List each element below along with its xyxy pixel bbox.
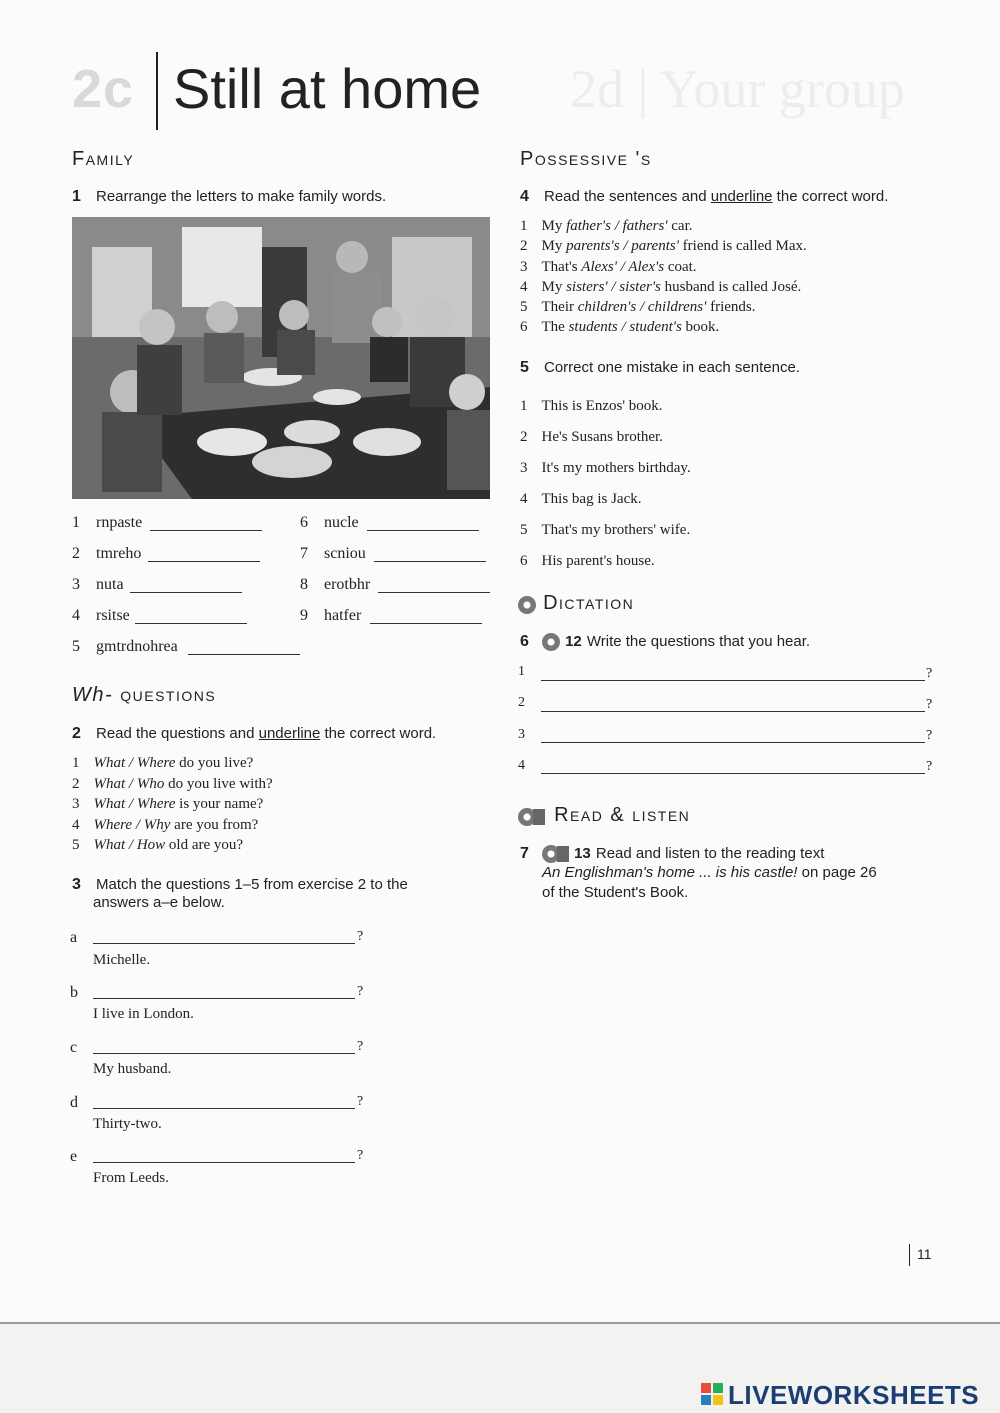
- dictation-line-number: 2: [518, 695, 525, 710]
- mistake-sentence-list: [520, 391, 691, 577]
- item-number: 6: [520, 319, 528, 336]
- answer-field[interactable]: [378, 592, 490, 593]
- item-number: 7: [300, 545, 308, 562]
- wh-suffix: questions: [113, 684, 217, 706]
- wh-question-item: [72, 835, 273, 856]
- sentence-end: friend is called Max.: [678, 238, 807, 255]
- sentence-text: This bag is Jack.: [541, 491, 642, 507]
- exercise-6-header: [520, 631, 810, 651]
- exercise-instruction-end: of the Student's Book.: [542, 884, 689, 901]
- exercise-number: 7: [520, 845, 529, 862]
- sentence-choice[interactable]: students / student's: [568, 319, 682, 336]
- page-title: Still at home: [173, 57, 482, 120]
- sentence-end: car.: [667, 218, 693, 234]
- item-number: 3: [72, 796, 80, 812]
- possessive-sentence: [520, 216, 807, 236]
- item-number: 1: [72, 755, 80, 771]
- question-answer-field[interactable]: [93, 1162, 355, 1163]
- exercise-instruction: Write the questions that you hear.: [586, 633, 811, 650]
- mistake-sentence[interactable]: [520, 546, 691, 577]
- track-number: 13: [574, 845, 591, 862]
- question-answer-field[interactable]: [93, 1108, 355, 1109]
- scrambled-word: scniou: [324, 545, 366, 562]
- track-number: 12: [565, 633, 582, 650]
- cd-icon: [518, 596, 536, 614]
- sentence-end: husband is called José.: [660, 278, 802, 295]
- dictation-line-number: 3: [518, 727, 525, 742]
- answer-field[interactable]: [370, 623, 482, 624]
- scrambled-word: rnpaste: [96, 514, 143, 531]
- item-number: 4: [520, 491, 528, 507]
- sentence-choice[interactable]: Alexs' / Alex's: [581, 258, 665, 275]
- audio-track-icon[interactable]: [542, 633, 560, 651]
- item-number: 2: [72, 775, 80, 792]
- answer-text: I live in London.: [93, 1006, 194, 1022]
- sentence-text: It's my mothers birthday.: [541, 460, 691, 476]
- answer-text: Thirty-two.: [93, 1116, 162, 1132]
- question-choice[interactable]: What / How: [93, 837, 166, 853]
- family-heading: Family: [72, 148, 135, 170]
- exercise-instruction-end: the correct word.: [772, 188, 889, 205]
- word-item: [72, 638, 178, 656]
- item-number: 1: [520, 398, 528, 414]
- answer-field[interactable]: [367, 530, 479, 531]
- answer-letter: e: [70, 1148, 78, 1165]
- question-mark: ?: [357, 1039, 364, 1054]
- sentence-choice[interactable]: children's / childrens': [577, 299, 707, 316]
- scrambled-word: hatfer: [324, 607, 362, 624]
- question-mark: ?: [926, 666, 933, 681]
- sentence-start: My: [541, 278, 567, 295]
- family-dinner-illustration: [72, 217, 490, 499]
- exercise-number: 4: [520, 188, 529, 205]
- answer-letter: a: [70, 929, 78, 946]
- book-icon: [557, 846, 569, 862]
- unit-code: 2c: [72, 59, 135, 119]
- exercise-instruction: Read and listen to the reading text: [595, 845, 825, 862]
- possessive-sentence: [520, 257, 807, 277]
- scrambled-word: nucle: [324, 514, 359, 531]
- possessive-sentence: [520, 236, 807, 256]
- answer-field[interactable]: [150, 530, 262, 531]
- wh-question-item: [72, 774, 273, 795]
- word-item: [72, 607, 130, 625]
- mistake-sentence[interactable]: [520, 484, 691, 515]
- exercise-number: 5: [520, 359, 529, 376]
- answer-text: From Leeds.: [93, 1170, 169, 1186]
- sentence-start: My: [541, 238, 567, 255]
- sentence-text: That's my brothers' wife.: [541, 522, 691, 538]
- answer-field[interactable]: [130, 592, 242, 593]
- dictation-answer-field[interactable]: [541, 742, 925, 743]
- dictation-answer-field[interactable]: [541, 680, 925, 681]
- question-choice[interactable]: Where / Why: [93, 816, 171, 833]
- question-mark: ?: [357, 1094, 364, 1109]
- sentence-start: Their: [541, 299, 578, 316]
- question-answer-field[interactable]: [93, 1053, 355, 1054]
- read-listen-heading-row: [518, 804, 690, 827]
- question-rest: do you live?: [175, 755, 254, 771]
- page-reference: on page 26: [797, 864, 877, 881]
- bleed-through-title: 2d | Your group: [570, 59, 905, 119]
- exercise-instruction-start: Read the sentences and: [544, 188, 711, 205]
- sentence-start: That's: [541, 258, 582, 275]
- sentence-end: coat.: [664, 258, 697, 275]
- question-choice[interactable]: What / Where: [93, 796, 176, 812]
- wh-question-item: [72, 815, 273, 836]
- possessive-heading: Possessive 's: [520, 148, 652, 170]
- possessive-sentence: [520, 317, 807, 337]
- family-dinner-photo: [72, 217, 490, 499]
- page-number-divider: [909, 1244, 910, 1266]
- question-choice[interactable]: What / Where: [93, 755, 176, 771]
- read-listen-heading: Read & listen: [554, 804, 691, 826]
- exercise-number: 6: [520, 633, 529, 650]
- exercise-instruction: Correct one mistake in each sentence.: [544, 359, 800, 376]
- item-number: 5: [72, 837, 80, 853]
- wh-question-item: [72, 753, 273, 774]
- sentence-text: He's Susans brother.: [541, 429, 663, 445]
- scrambled-word: rsitse: [96, 607, 130, 624]
- question-rest: are you from?: [170, 816, 259, 833]
- item-number: 1: [520, 218, 528, 234]
- answer-field[interactable]: [135, 623, 247, 624]
- possessive-sentence-list: [520, 216, 807, 338]
- word-item: [300, 545, 366, 563]
- wh-prefix: Wh-: [72, 684, 114, 706]
- dictation-line-number: 4: [518, 758, 525, 773]
- title-divider: [156, 52, 158, 130]
- wh-question-list: [72, 753, 273, 856]
- dictation-answer-field[interactable]: [541, 773, 925, 774]
- question-rest: do you live with?: [164, 775, 273, 792]
- answer-field[interactable]: [148, 561, 260, 562]
- question-answer-field[interactable]: [93, 998, 355, 999]
- question-mark: ?: [926, 697, 933, 712]
- wh-question-item: [72, 794, 273, 815]
- sentence-start: The: [541, 319, 569, 336]
- question-mark: ?: [926, 728, 933, 743]
- word-item: [300, 607, 361, 625]
- exercise-1-header: [72, 186, 386, 206]
- sentence-choice[interactable]: parents's / parents': [566, 238, 679, 255]
- exercise-instruction: Match the questions 1–5 from exercise 2 to the: [96, 876, 408, 893]
- word-item: [72, 545, 141, 563]
- reading-text-title: An Englishman's home ... is his castle!: [542, 864, 798, 881]
- underline-keyword: underline: [710, 188, 773, 205]
- answer-letter: c: [70, 1039, 78, 1056]
- dictation-heading: Dictation: [543, 592, 635, 614]
- item-number: 3: [520, 258, 528, 275]
- exercise-3-header: [72, 874, 408, 894]
- item-number: 4: [520, 278, 528, 295]
- scrambled-word: erotbhr: [324, 576, 371, 593]
- exercise-number: 3: [72, 876, 81, 893]
- sentence-end: book.: [681, 319, 720, 336]
- question-mark: ?: [357, 984, 364, 999]
- question-mark: ?: [926, 759, 933, 774]
- exercise-instruction-cont: answers a–e below.: [93, 894, 225, 911]
- item-number: 5: [520, 522, 528, 538]
- exercise-5-header: [520, 357, 800, 377]
- answer-text: My husband.: [93, 1061, 172, 1077]
- word-item: [72, 576, 124, 594]
- item-number: 1: [72, 514, 80, 531]
- item-number: 2: [72, 545, 80, 562]
- underline-keyword: underline: [258, 725, 321, 742]
- exercise-instruction-start: Read the questions and: [96, 725, 259, 742]
- dictation-answer-field[interactable]: [541, 711, 925, 712]
- item-number: 6: [520, 553, 528, 569]
- scrambled-word: nuta: [96, 576, 124, 593]
- sentence-choice[interactable]: father's / fathers': [566, 218, 668, 234]
- item-number: 8: [300, 576, 308, 593]
- scrambled-word: tmreho: [96, 545, 142, 562]
- item-number: 4: [72, 607, 80, 624]
- answer-letter: b: [70, 984, 78, 1001]
- item-number: 5: [72, 638, 80, 655]
- answer-letter: d: [70, 1094, 78, 1111]
- item-number: 2: [520, 238, 528, 255]
- item-number: 5: [520, 299, 528, 316]
- book-icon: [533, 809, 545, 825]
- item-number: 9: [300, 607, 308, 624]
- answer-field[interactable]: [188, 654, 300, 655]
- answer-field[interactable]: [374, 561, 486, 562]
- liveworksheets-logo-text[interactable]: LIVEWORKSHEETS: [728, 1380, 980, 1410]
- sentence-text: His parent's house.: [541, 553, 655, 569]
- exercise-2-header: [72, 723, 436, 743]
- question-choice[interactable]: What / Who: [93, 775, 165, 792]
- mistake-sentence[interactable]: [520, 453, 691, 484]
- word-item: [300, 514, 359, 532]
- item-number: 4: [72, 816, 80, 833]
- possessive-sentence: [520, 277, 807, 297]
- item-number: 2: [520, 429, 528, 445]
- item-number: 3: [520, 460, 528, 476]
- exercise-7-header: [520, 843, 824, 863]
- sentence-start: My: [541, 218, 567, 234]
- page-edge-line: [0, 1322, 1000, 1324]
- exercise-instruction-end: the correct word.: [320, 725, 437, 742]
- scrambled-word: gmtrdnohrea: [96, 638, 178, 655]
- word-item: [300, 576, 370, 594]
- sentence-choice[interactable]: sisters' / sister's: [566, 278, 661, 295]
- sentence-end: friends.: [706, 299, 756, 316]
- page-number: 11: [917, 1246, 932, 1262]
- mistake-sentence[interactable]: [520, 515, 691, 546]
- question-rest: old are you?: [165, 837, 244, 853]
- mistake-sentence[interactable]: [520, 391, 691, 422]
- mistake-sentence[interactable]: [520, 422, 691, 453]
- liveworksheets-logo-icon: [701, 1383, 723, 1405]
- possessive-sentence: [520, 297, 807, 317]
- question-answer-field[interactable]: [93, 943, 355, 944]
- question-rest: is your name?: [175, 796, 264, 812]
- exercise-number: 1: [72, 188, 81, 205]
- question-mark: ?: [357, 1148, 364, 1163]
- sentence-text: This is Enzos' book.: [541, 398, 663, 414]
- question-mark: ?: [357, 929, 364, 944]
- exercise-instruction-cont: [542, 864, 877, 881]
- dictation-heading-row: [518, 592, 634, 615]
- item-number: 6: [300, 514, 308, 531]
- wh-questions-heading: [72, 684, 216, 707]
- exercise-instruction: Rearrange the letters to make family words.: [96, 188, 387, 205]
- item-number: 3: [72, 576, 80, 593]
- answer-text: Michelle.: [93, 952, 151, 968]
- dictation-line-number: 1: [518, 664, 525, 679]
- exercise-4-header: [520, 186, 888, 206]
- exercise-number: 2: [72, 725, 81, 742]
